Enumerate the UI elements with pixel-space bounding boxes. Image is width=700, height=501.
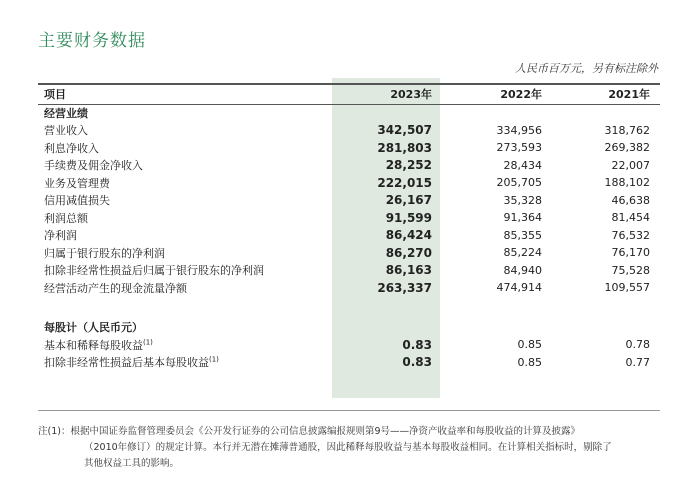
value-2023: 222,015	[377, 175, 432, 190]
value-2023: 91,599	[385, 210, 432, 225]
value-2022: 85,224	[503, 246, 542, 260]
footnote-line-2: （2010年修订）的规定计算。本行并无潜在摊薄普通股，因此稀释每股收益与基本每股收益相同。在计算相关指标时，剔除了	[84, 442, 612, 453]
row-label-text: 扣除非经常性损益后基本每股收益	[44, 356, 209, 370]
row-label-text: 利润总额	[44, 211, 88, 225]
table-row	[38, 157, 660, 175]
table-row	[38, 262, 660, 280]
value-2021: 81,454	[611, 211, 650, 225]
row-label	[38, 192, 334, 210]
section-heading-row	[38, 104, 660, 122]
row-label	[38, 336, 334, 354]
bottom-rule	[38, 410, 660, 411]
table-row	[38, 139, 660, 157]
column-header-2021: 2021年	[608, 88, 650, 101]
row-label	[38, 354, 334, 372]
row-label-text: 扣除非经常性损益后归属于银行股东的净利润	[44, 264, 264, 278]
value-2023: 86,424	[385, 228, 432, 243]
table-body	[38, 104, 660, 371]
footnote-marker: (1)	[143, 338, 153, 347]
row-label-text: 手续费及佣金净收入	[44, 159, 143, 173]
row-label-text: 利息净收入	[44, 141, 99, 155]
row-label	[38, 174, 334, 192]
value-2021: 188,102	[604, 176, 650, 190]
value-2021: 75,528	[611, 263, 650, 277]
table-row	[38, 354, 660, 372]
value-2022: 28,434	[503, 158, 542, 172]
value-2022: 273,593	[496, 141, 542, 155]
value-2022: 334,956	[496, 123, 542, 137]
row-label-text: 基本和稀释每股收益	[44, 338, 143, 352]
value-2023: 86,163	[385, 263, 432, 278]
column-header-2023: 2023年	[390, 88, 432, 101]
row-label-text: 营业收入	[44, 124, 88, 138]
value-2022: 0.85	[517, 355, 542, 369]
value-2023: 281,803	[377, 140, 432, 155]
table-row	[38, 174, 660, 192]
value-2023: 0.83	[402, 355, 432, 370]
table-row	[38, 209, 660, 227]
row-label-text: 信用减值损失	[44, 194, 110, 208]
table-row	[38, 336, 660, 354]
column-header-item: 项目	[44, 88, 66, 101]
section-heading: 经营业绩	[44, 106, 88, 120]
row-label	[38, 279, 334, 297]
value-2021: 318,762	[604, 123, 650, 137]
footnote-marker: (1)	[209, 355, 219, 364]
column-header-2022: 2022年	[500, 88, 542, 101]
row-label-text: 归属于银行股东的净利润	[44, 246, 165, 260]
section-heading-row	[38, 319, 660, 337]
value-2022: 35,328	[503, 193, 542, 207]
value-2022: 205,705	[496, 176, 542, 190]
row-label-text: 业务及管理费	[44, 176, 110, 190]
value-2021: 76,532	[611, 228, 650, 242]
value-2023: 0.83	[402, 337, 432, 352]
value-2023: 28,252	[385, 158, 432, 173]
row-label	[38, 262, 334, 280]
row-label	[38, 139, 334, 157]
value-2021: 109,557	[604, 281, 650, 295]
value-2022: 84,940	[503, 263, 542, 277]
value-2023: 263,337	[377, 280, 432, 295]
table-header-row	[38, 84, 660, 104]
row-label-text: 经营活动产生的现金流量净额	[44, 281, 187, 295]
unit-note: 人民币百万元，另有标注除外	[515, 62, 658, 75]
value-2021: 76,170	[611, 246, 650, 260]
footnote	[38, 424, 664, 472]
section-heading: 每股计（人民币元）	[44, 321, 143, 335]
row-label	[38, 157, 334, 175]
value-2022: 91,364	[503, 211, 542, 225]
value-2022: 85,355	[503, 228, 542, 242]
value-2021: 0.77	[625, 355, 650, 369]
row-label	[38, 227, 334, 245]
table-row	[38, 244, 660, 262]
page-title: 主要财务数据	[38, 31, 146, 51]
table-row	[38, 279, 660, 297]
value-2022: 0.85	[517, 338, 542, 352]
row-label-text: 净利润	[44, 229, 77, 243]
row-label	[38, 209, 334, 227]
table-row	[38, 192, 660, 210]
spacer-cell	[38, 297, 334, 319]
financial-table	[38, 84, 660, 371]
table-row	[38, 227, 660, 245]
value-2023: 26,167	[385, 193, 432, 208]
value-2021: 269,382	[604, 141, 650, 155]
row-label	[38, 244, 334, 262]
value-2023: 342,507	[377, 123, 432, 138]
value-2021: 0.78	[625, 338, 650, 352]
value-2022: 474,914	[496, 281, 542, 295]
footnote-line-1: 注(1)：根据中国证券监督管理委员会《公开发行证券的公司信息披露编报规则第9号——净资产收益率和每股收益的计算及披露》	[38, 426, 581, 437]
table-row	[38, 122, 660, 140]
footnote-line-3: 其他权益工具的影响。	[84, 458, 180, 469]
value-2023: 86,270	[385, 245, 432, 260]
section-spacer	[38, 297, 660, 319]
row-label	[38, 122, 334, 140]
value-2021: 22,007	[611, 158, 650, 172]
value-2021: 46,638	[611, 193, 650, 207]
